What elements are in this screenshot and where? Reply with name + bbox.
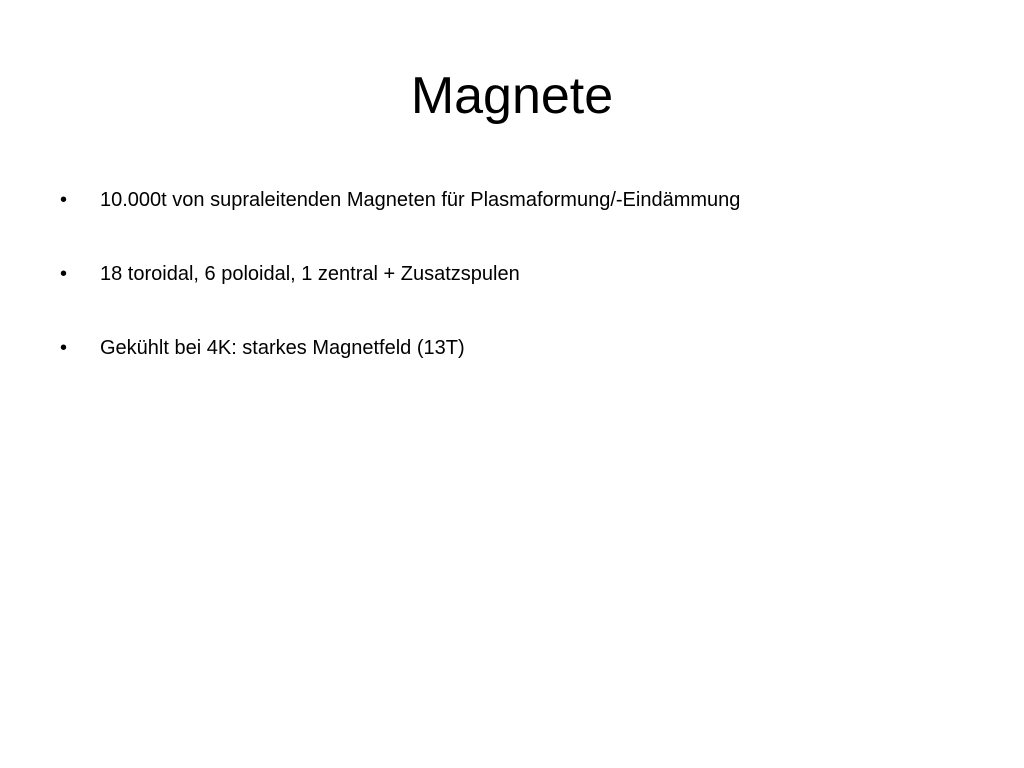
bullet-text: 18 toroidal, 6 poloidal, 1 zentral + Zusatzspulen [100,263,520,285]
bullet-icon: • [60,189,68,211]
bullet-list [60,186,980,408]
bullet-icon: • [60,263,68,285]
bullet-text: 10.000t von supraleitenden Magneten für Plasmaformung/-Eindämmung [100,189,741,211]
slide-title: Magnete [410,67,614,125]
bullet-icon: • [60,337,68,359]
bullet-text: Gekühlt bei 4K: starkes Magnetfeld (13T) [100,337,465,359]
list-item [60,186,980,260]
list-item [60,260,980,334]
list-item [60,334,980,408]
